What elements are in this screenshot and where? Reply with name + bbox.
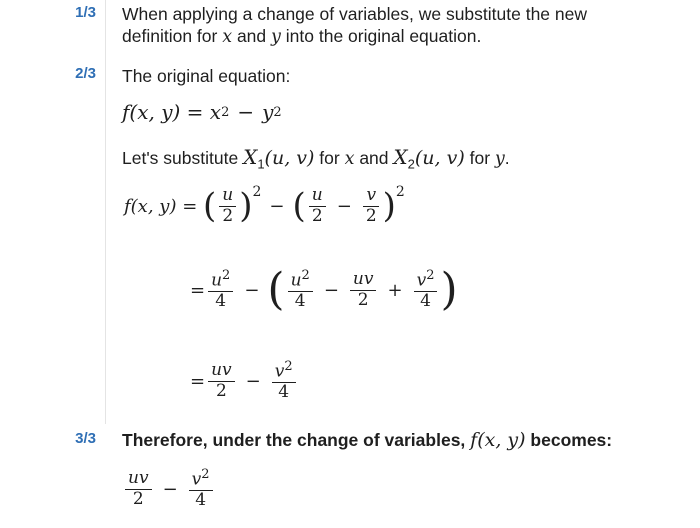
step3-conclusion: Therefore, under the change of variables, f(x, y) becomes:	[122, 429, 613, 451]
final-result: $\frac{uv}{2}$ − $\frac{v^2}{4}$	[122, 468, 216, 511]
step1-line1: When applying a change of variables, we substitute the new	[122, 4, 588, 24]
step-number-2: 2/3	[75, 65, 96, 82]
derivation-line-3: = $\frac{uv}{2}$ − $\frac{v^2}{4}$	[190, 360, 299, 403]
derivation-line-2: = $\frac{u^2}{4}$ − ( $\frac{u^2}{4}$ − $\frac{uv}{2}$ + $\frac{v^2}{4}$ )	[190, 264, 458, 315]
step-divider	[105, 0, 106, 424]
step1-line2: definition for x and y into the original equation.	[122, 26, 482, 47]
step-number-1: 1/3	[75, 4, 96, 21]
step-number-3: 3/3	[75, 430, 96, 447]
derivation-line-1: f(x, y) = ( $\frac{u}{2}$ ) 2 − ( $\frac{u}{2}$ − $\frac{v}{2}$ ) 2	[124, 184, 405, 227]
substitution-text: Let's substitute $X_1(u$, v) for x and $X_2(u$, v) for y.	[122, 145, 510, 172]
step2-heading: The original equation:	[122, 66, 291, 86]
original-equation: f(x, y) = x 2 − y 2	[122, 100, 282, 124]
